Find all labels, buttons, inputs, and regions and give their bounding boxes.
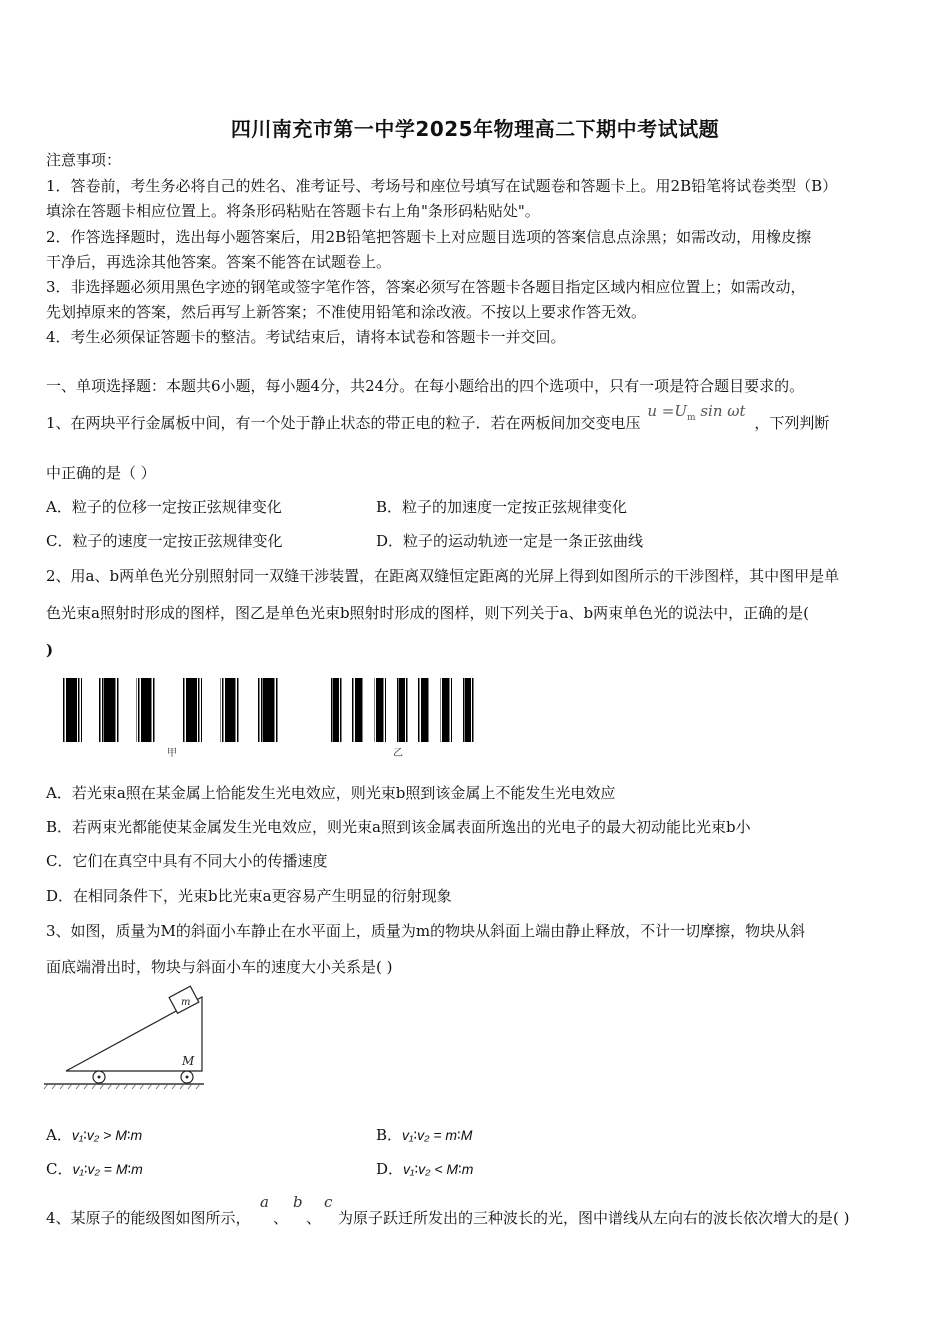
q1-option-b: B．粒子的加速度一定按正弦规律变化 (376, 498, 628, 516)
q2-option-a: A．若光束a照在某金属上恰能发生光电效应，则光束b照到该金属上不能发生光电效应 (46, 784, 616, 802)
q1-option-d: D．粒子的运动轨迹一定是一条正弦曲线 (376, 532, 644, 550)
label-jia: 甲 (167, 748, 177, 759)
q3-option-d-text: v₁∶v₂ < M∶m (403, 1161, 474, 1177)
q4-sep2: 、 (306, 1209, 322, 1227)
formula-u: u (647, 402, 658, 420)
q1-stem-cont: 中正确的是（ ） (46, 464, 156, 482)
q2-stem-line3: ) (46, 641, 54, 659)
q2-stem-line2: 色光束a照射时形成的图样，图乙是单色光束b照射时形成的图样，则下列关于a、b两束单色光的说法中，正确的是( (46, 604, 809, 622)
q3-stem-line2: 面底端滑出时，物块与斜面小车的速度大小关系是( ) (46, 958, 393, 976)
block-m-label: m (181, 997, 191, 1008)
q1-formula (647, 402, 746, 423)
fringes-yi (330, 678, 474, 742)
q3-option-a-text: v₁∶v₂ > M∶m (71, 1127, 143, 1143)
q4-lambda-a: a (260, 1193, 269, 1211)
q2-stem-line1: 2、用a、b两单色光分别照射同一双缝干涉装置，在距离双缝恒定距离的光屏上得到如图所示的干涉图样，其中图甲是单 (46, 567, 840, 585)
q1-stem-text: 1、在两块平行金属板中间，有一个处于静止状态的带正电的粒子．若在两板间加交变电压 (46, 414, 641, 432)
notice-line: 1．答卷前，考生务必将自己的姓名、准考证号、考场号和座位号填写在试题卷和答题卡上。用2B铅笔将试卷类型（B） (46, 177, 838, 195)
notice-line: 2．作答选择题时，选出每小题答案后，用2B铅笔把答题卡上对应题目选项的答案信息点涂黑；如需改动，用橡皮擦 (46, 228, 812, 246)
label-yi: 乙 (393, 748, 403, 759)
fringe-pattern-yi (328, 678, 478, 742)
q1-stem-tail: ，下列判断 (754, 414, 830, 432)
q3-option-d (376, 1159, 473, 1179)
fringes-jia (62, 678, 278, 742)
q1-stem (46, 402, 830, 440)
formula-rest: sin ωt (700, 402, 746, 420)
q1-option-c: C．粒子的速度一定按正弦规律变化 (46, 532, 283, 550)
q4-stem-part1: 4、某原子的能级图如图所示， (46, 1209, 251, 1227)
q2-option-d: D．在相同条件下，光束b比光束a更容易产生明显的衍射现象 (46, 887, 452, 905)
notice-line: 3．非选择题必须用黑色字迹的钢笔或签字笔作答，答案必须写在答题卡各题目指定区域内相应位置上；如需改动， (46, 278, 806, 296)
q3-option-b (376, 1125, 472, 1145)
q4-lambda-c: c (324, 1193, 333, 1211)
q3-option-a-label: A． (46, 1126, 72, 1144)
q3-option-c (46, 1159, 143, 1179)
notice-heading: 注意事项： (46, 151, 122, 169)
formula-eq: =U (661, 402, 688, 420)
q4-lambda-b: b (293, 1193, 303, 1211)
q2-option-b: B．若两束光都能使某金属发生光电效应，则光束a照到该金属表面所逸出的光电子的最大初动能比光束b小 (46, 818, 751, 836)
q2-option-c: C．它们在真空中具有不同大小的传播速度 (46, 852, 328, 870)
q3-stem-line1: 3、如图，质量为M的斜面小车静止在水平面上，质量为m的物块从斜面上端由静止释放，不计一切摩擦，物块从斜 (46, 922, 806, 940)
q3-option-b-text: v₁∶v₂ = m∶M (402, 1127, 473, 1143)
fringe-pattern-jia (60, 678, 285, 742)
notice-line: 干净后，再选涂其他答案。答案不能答在试题卷上。 (46, 253, 392, 271)
q4-sep1: 、 (273, 1209, 289, 1227)
q3-option-d-label: D． (376, 1160, 404, 1178)
q1-option-a: A．粒子的位移一定按正弦规律变化 (46, 498, 282, 516)
cart-M-label: M (182, 1054, 195, 1068)
q4-stem-part2: 为原子跃迁所发出的三种波长的光，图中谱线从左向右的波长依次增大的是( ) (338, 1209, 850, 1227)
q3-option-b-label: B． (376, 1126, 403, 1144)
q3-option-c-text: v₁∶v₂ = M∶m (72, 1161, 143, 1177)
notice-line: 填涂在答题卡相应位置上。将条形码粘贴在答题卡右上角"条形码粘贴处"。 (46, 202, 540, 220)
incline-cart-figure (44, 985, 209, 1090)
notice-line: 4．考生必须保证答题卡的整洁。考试结束后，请将本试卷和答题卡一并交回。 (46, 328, 566, 346)
page-title: 四川南充市第一中学2025年物理高二下期中考试试题 (230, 117, 720, 141)
formula-sub: m (687, 413, 696, 423)
section-heading: 一、单项选择题：本题共6小题，每小题4分，共24分。在每小题给出的四个选项中，只有一项是符合题目要求的。 (46, 377, 805, 395)
q3-option-a (46, 1125, 142, 1145)
notice-line: 先划掉原来的答案，然后再写上新答案；不准使用铅笔和涂改液。不按以上要求作答无效。 (46, 303, 647, 321)
q3-option-c-label: C． (46, 1160, 73, 1178)
